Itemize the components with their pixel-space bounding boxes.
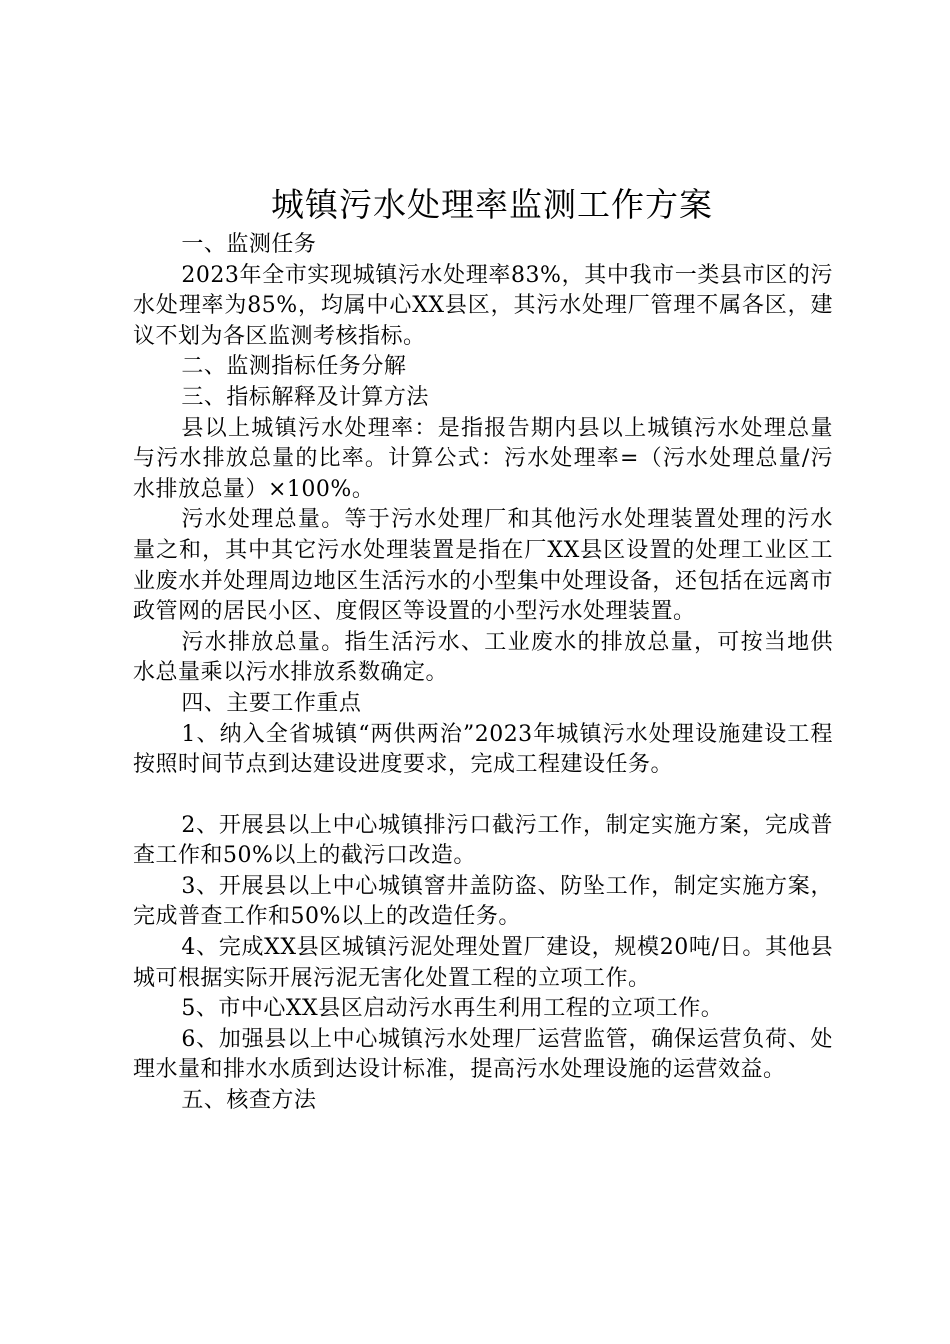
paragraph-discharge-total-definition: 污水排放总量。指生活污水、工业废水的排放总量，可按当地供水总量乘以污水排放系数确定。: [133, 629, 833, 686]
list-item-key-work-4: 4、完成XX县区城镇污泥处理处置厂建设，规模20吨/日。其他县城可根据实际开展污泥无害化处置工程的立项工作。: [133, 935, 833, 991]
list-item-key-work-1: 1、纳入全省城镇“两供两治”2023年城镇污水处理设施建设工程按照时间节点到达建设进度要求，完成工程建设任务。: [133, 721, 833, 778]
list-item-key-work-3: 3、开展县以上中心城镇窨井盖防盗、防坠工作，制定实施方案，完成普查工作和50%以上的改造任务。: [133, 873, 833, 930]
document-page: [133, 180, 833, 1117]
section-heading-task-breakdown: 二、监测指标任务分解: [181, 354, 407, 380]
list-item-key-work-2: 2、开展县以上中心城镇排污口截污工作，制定实施方案，完成普查工作和50%以上的截污口改造。: [133, 812, 833, 869]
section-heading-indicator-explanation: 三、指标解释及计算方法: [181, 384, 429, 410]
paragraph-monitoring-task: 2023年全市实现城镇污水处理率83%，其中我市一类县市区的污水处理率为85%，均属中心XX县区，其污水处理厂管理不属各区，建议不划为各区监测考核指标。: [133, 262, 833, 349]
list-item-key-work-5: 5、市中心XX县区启动污水再生利用工程的立项工作。: [181, 996, 724, 1022]
paragraph-treatment-rate-definition: 县以上城镇污水处理率：是指报告期内县以上城镇污水处理总量与污水排放总量的比率。计算公式：污水处理率=（污水处理总量/污水排放总量）×100%。: [133, 415, 833, 502]
paragraph-treatment-total-definition: 污水处理总量。等于污水处理厂和其他污水处理装置处理的污水量之和，其中其它污水处理装置是指在厂XX县区设置的处理工业区工业废水并处理周边地区生活污水的小型集中处理设备，还包括在远离市政管网的居民小区、度假区等设置的小型污水处理装置。: [133, 507, 833, 625]
section-heading-key-work: 四、主要工作重点: [181, 690, 362, 716]
document-title: 城镇污水处理率监测工作方案: [271, 185, 713, 224]
blank-line: [133, 781, 833, 811]
section-heading-monitoring-task: 一、监测任务: [181, 232, 317, 257]
section-heading-verification-method: 五、核查方法: [181, 1088, 317, 1114]
list-item-key-work-6: 6、加强县以上中心城镇污水处理厂运营监管，确保运营负荷、处理水量和排水水质到达设计标准，提高污水处理设施的运营效益。: [133, 1026, 833, 1083]
